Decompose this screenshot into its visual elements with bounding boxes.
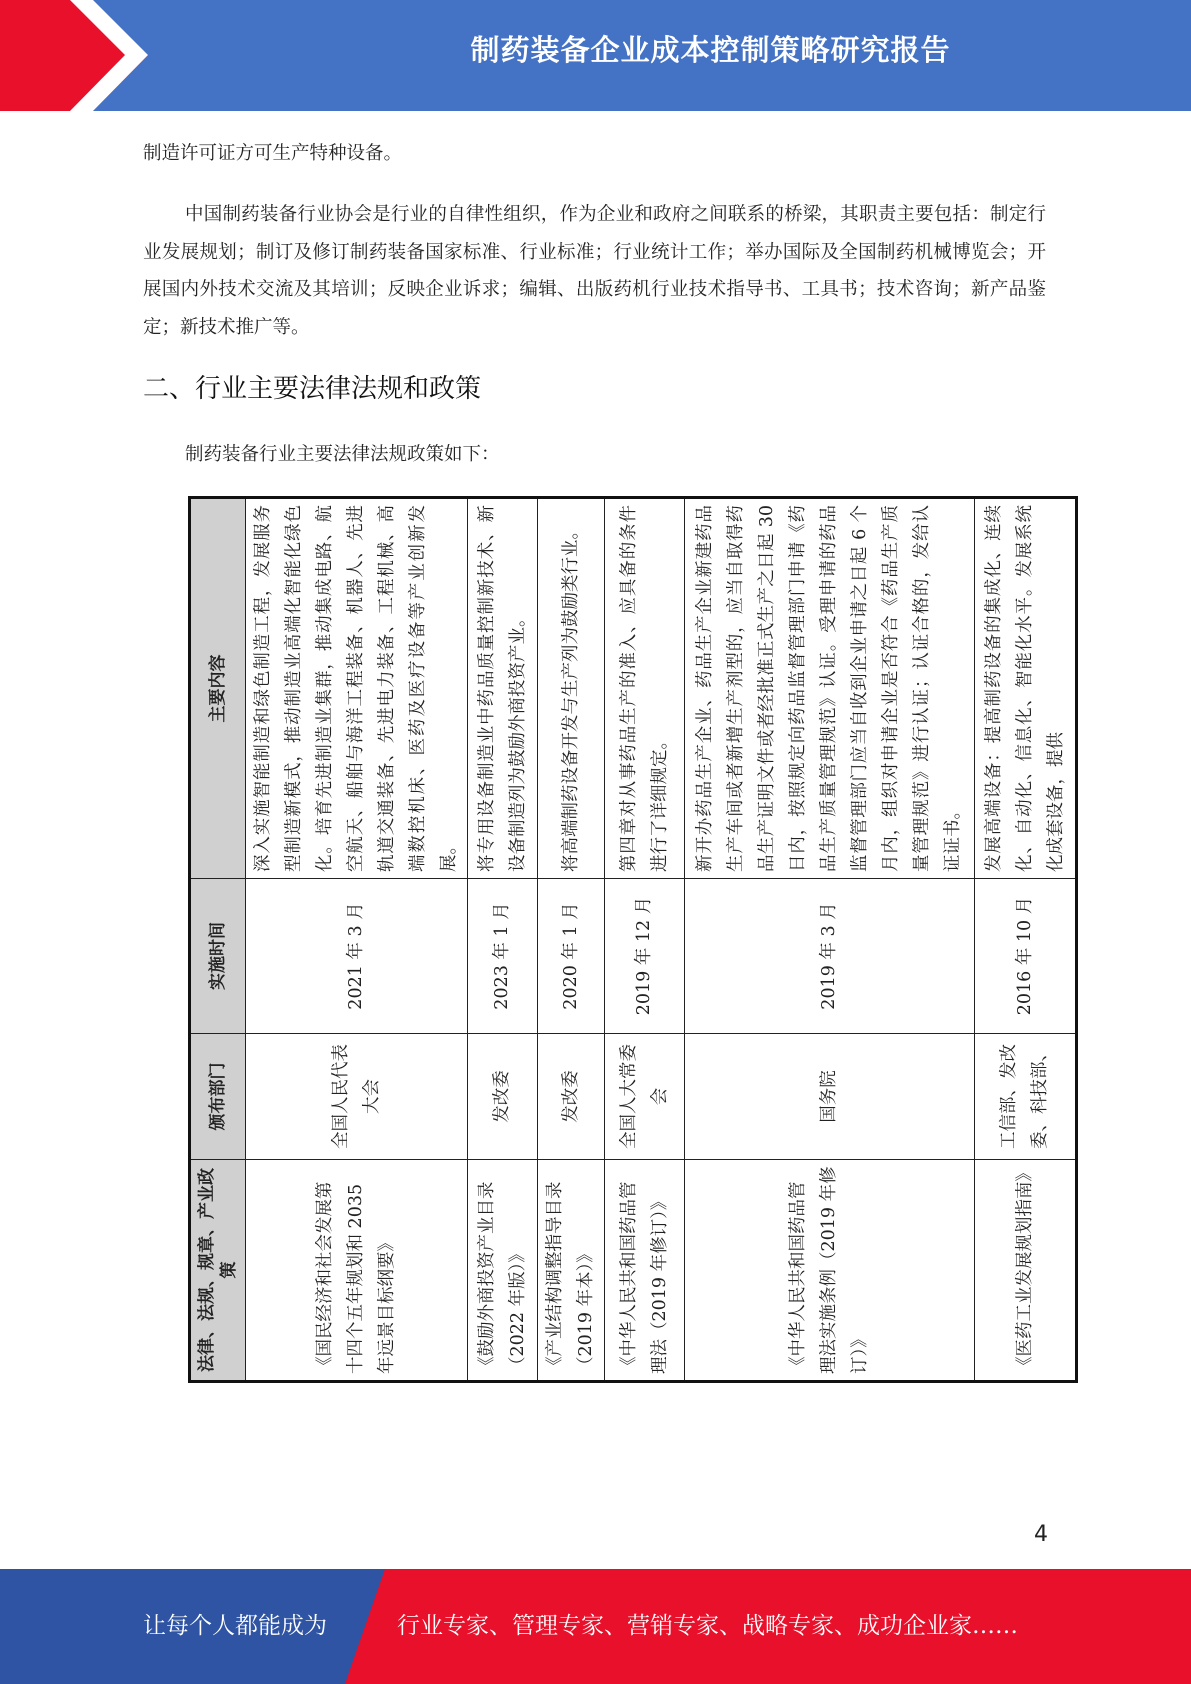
cell-law: 《中华人民共和国药品管理法实施条例（2019 年修订）》 [685,1160,975,1382]
cell-date: 2021 年 3 月 [246,879,468,1034]
header-content: 主要内容 [190,498,246,879]
cell-date: 2023 年 1 月 [468,879,538,1034]
paragraph-table-intro: 制药装备行业主要法律法规政策如下： [185,444,500,465]
cell-date: 2016 年 10 月 [975,879,1077,1034]
cell-content: 发展高端设备：提高制药设备的集成化、连续化、自动化、信息化、智能化水平。发展系统化成套设备，提供 [975,498,1077,879]
cell-dept: 国务院 [685,1034,975,1160]
cell-content: 深入实施智能制造和绿色制造工程，发展服务型制造新模式，推动制造业高端化智能化绿色化。培育先进制造业集群，推动集成电路、航空航天、船舶与海洋工程装备、机器人、先进轨道交通装备、先进电力装备、工程机械、高端数控机床、医药及医疗设备等产业创新发展。 [246,498,468,879]
header-date: 实施时间 [190,879,246,1034]
page-header [0,0,1191,111]
cell-dept: 发改委 [538,1034,605,1160]
table-row [685,498,975,1382]
cell-law: 《鼓励外商投资产业目录（2022 年版）》 [468,1160,538,1382]
header-red-arrow-graphic [0,0,150,111]
page-footer [0,1569,1191,1684]
header-dept: 颁布部门 [190,1034,246,1160]
cell-dept: 全国人民代表大会 [246,1034,468,1160]
header-law: 法律、法规、规章、产业政策 [190,1160,246,1382]
table-row [605,498,685,1382]
policy-table [188,496,1078,1383]
table-row [975,498,1077,1382]
footer-slogan-left: 让每个人都能成为 [143,1613,327,1639]
cell-law: 《医药工业发展规划指南》 [975,1160,1077,1382]
cell-dept: 发改委 [468,1034,538,1160]
cell-law: 《国民经济和社会发展第十四个五年规划和 2035 年远景目标纲要》 [246,1160,468,1382]
cell-law: 《中华人民共和国药品管理法（2019 年修订）》 [605,1160,685,1382]
section-title: 二、行业主要法律法规和政策 [143,374,482,404]
table-header-row [190,498,246,1382]
policy-table-rotated [188,499,1066,1383]
cell-content: 新开办药品生产企业、药品生产企业新建药品生产车间或者新增生产剂型的，应当自取得药品生产证明文件或者经批准正式生产之日起 30 日内，按照规定向药品监督管理部门申请《药品生产质量管理规范》认证。受理申请的药品监督管理部门应当自收到企业申请之日起 6 个月内，组织对申请企业是否符合《药品生产质量管理规范》进行认证；认证合格的，发给认证证书。 [685,498,975,879]
cell-dept: 工信部、发改委、科技部、 [975,1034,1077,1160]
paragraph-continued: 制造许可证方可生产特种设备。 [143,143,403,164]
cell-content: 将高端制药设备开发与生产列为鼓励类行业。 [538,498,605,879]
page-number: 4 [1034,1522,1048,1547]
cell-date: 2019 年 3 月 [685,879,975,1034]
footer-slogan-right: 行业专家、管理专家、营销专家、战略专家、成功企业家…… [397,1613,1018,1639]
table-row [246,498,468,1382]
table-row [538,498,605,1382]
paragraph-association: 中国制药装备行业协会是行业的自律性组织，作为企业和政府之间联系的桥梁，其职责主要包括：制定行业发展规划；制订及修订制药装备国家标准、行业标准；行业统计工作；举办国际及全国制药机械博览会；开展国内外技术交流及其培训；反映企业诉求；编辑、出版药机行业技术指导书、工具书；技术咨询；新产品鉴定；新技术推广等。 [143,204,1046,338]
table-row [468,498,538,1382]
header-title: 制药装备企业成本控制策略研究报告 [470,33,951,67]
cell-date: 2020 年 1 月 [538,879,605,1034]
policy-table-frame [188,499,1066,1383]
cell-dept: 全国人大常委会 [605,1034,685,1160]
cell-date: 2019 年 12 月 [605,879,685,1034]
cell-law: 《产业结构调整指导目录（2019 年本）》 [538,1160,605,1382]
cell-content: 将专用设备制造业中药品质量控制新技术、新设备制造列为鼓励外商投资产业。 [468,498,538,879]
cell-content: 第四章对从事药品生产的准入、应具备的条件进行了详细规定。 [605,498,685,879]
